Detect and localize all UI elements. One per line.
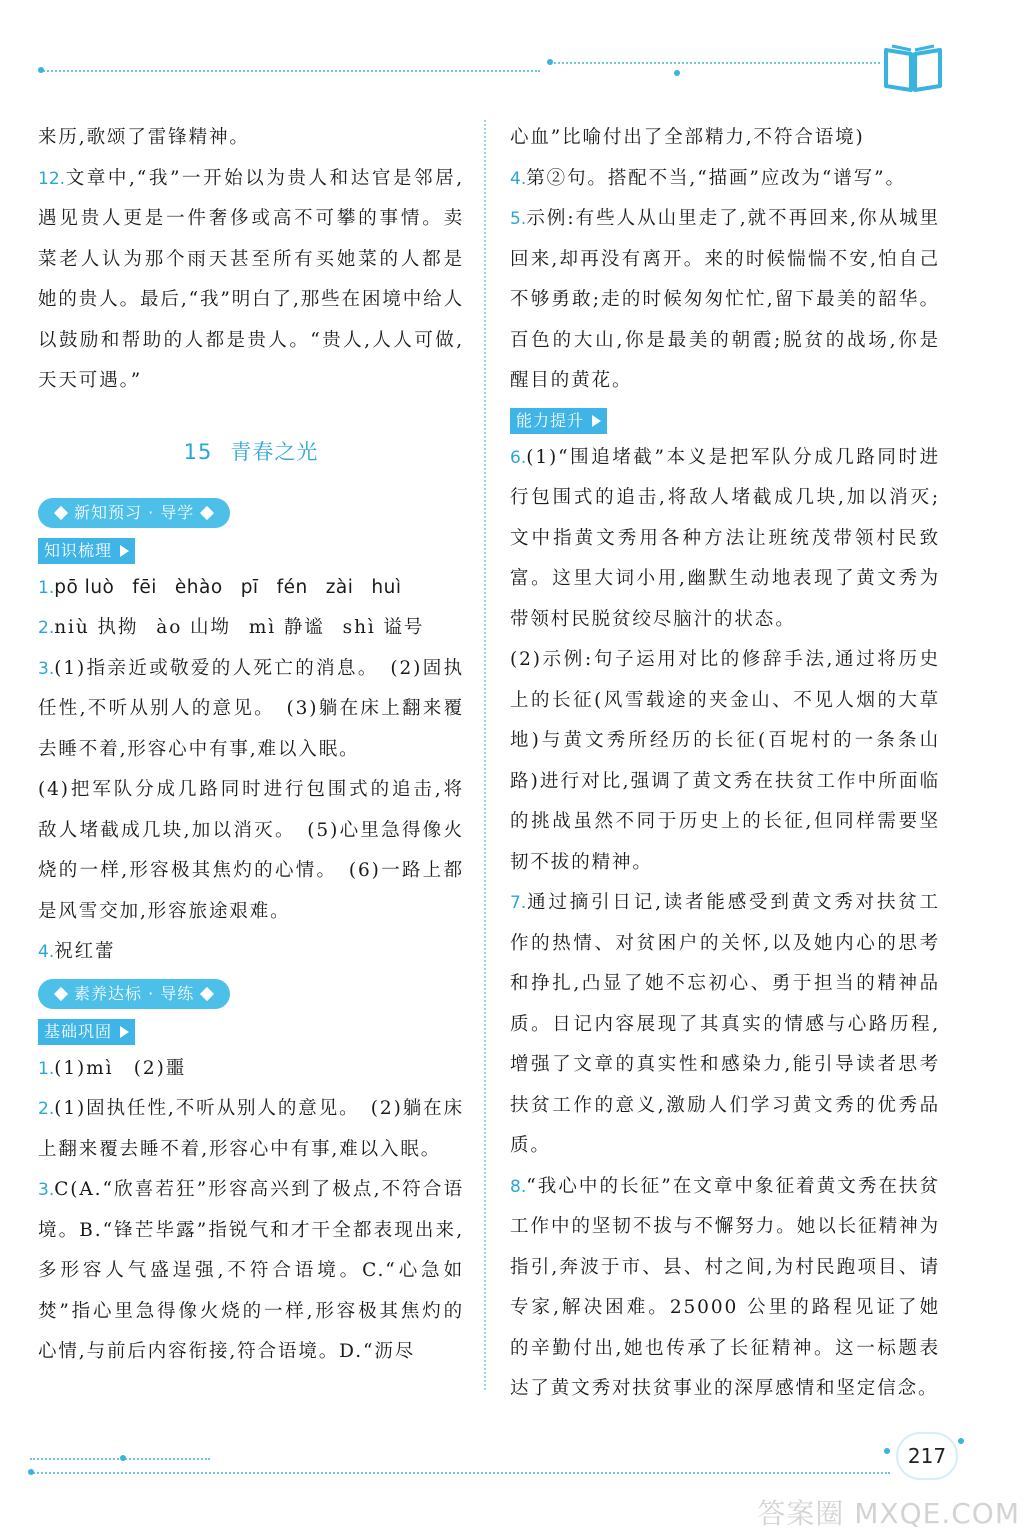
answer-a3-cont: (4)把军队分成几路同时进行包围式的追击,将敌人堵截成几块,加以消灭。 (5)心里急得像火烧的一样,形容极其焦灼的心情。 (6)一路上都是风雪交加,形容旅途艰难。	[38, 779, 464, 922]
paragraph: 来历,歌颂了雷锋精神。	[38, 127, 250, 148]
question-number: 1.	[38, 1058, 55, 1079]
right-column	[510, 118, 940, 1410]
header-dotted-line	[40, 70, 540, 72]
diamond-icon	[54, 505, 68, 519]
footer-dot	[884, 1448, 890, 1454]
tag-label: 能力提升	[516, 410, 585, 430]
header-dot	[674, 70, 680, 76]
column-divider	[484, 120, 486, 1390]
question-number: 12.	[38, 168, 66, 189]
word: ào 山坳	[156, 617, 231, 638]
header-dotted-line-right	[550, 62, 880, 64]
answer-text: (1)固执任性,不听从别人的意见。 (2)躺在床上翻来覆去睡不着,形容心中有事,难以入眠。	[38, 1098, 464, 1160]
answer-b1	[38, 1049, 464, 1090]
question-number: 8.	[510, 1176, 527, 1197]
question-number: 4.	[510, 168, 527, 189]
section-pill-preview	[38, 498, 230, 528]
answer-text: C(A.“欣喜若狂”形容高兴到了极点,不符合语境。B.“锋芒毕露”指锐气和才干全都表现出来,多形容人气盛逞强,不符合语境。C.“心急如焚”指心里急得像火烧的一样,形容极其焦灼的心情,与前后内容衔接,符合语境。D.“沥尽	[38, 1179, 464, 1362]
book-icon	[882, 40, 944, 92]
answer-text: (1)mì (2)噩	[54, 1057, 187, 1079]
answer-a4	[38, 932, 464, 973]
diamond-icon	[54, 986, 68, 1000]
answer-b5	[510, 199, 940, 402]
pinyin: pī	[240, 576, 259, 598]
pinyin: pō luò	[54, 576, 115, 598]
answer-text: 通过摘引日记,读者能感受到黄文秀对扶贫工作的热情、对贫困户的关怀,以及她内心的思考和挣扎,凸显了她不忘初心、勇于担当的精神品质。日记内容展现了其真实的情感与心路历程,增强了文章的真实性和感染力,能引导读者思考扶贫工作的意义,激励人们学习黄文秀的优秀品质。	[510, 892, 940, 1156]
answer-text: 文章中,“我”一开始以为贵人和达官是邻居,遇见贵人更是一件奢侈或高不可攀的事情。卖菜老人认为那个雨天甚至所有买她菜的人都是她的贵人。最后,“我”明白了,那些在困境中给人以鼓励和帮助的人都是贵人。“贵人,人人可做,天天可遇。”	[38, 167, 464, 391]
diamond-icon	[200, 505, 214, 519]
play-arrow-icon	[120, 545, 129, 557]
footer-dot	[120, 1455, 126, 1461]
chapter-title	[38, 432, 464, 472]
play-arrow-icon	[592, 415, 601, 427]
word: niù 执拗	[54, 617, 139, 638]
question-number: 2.	[38, 1099, 55, 1119]
answer-b4	[510, 159, 940, 200]
footer-dot	[28, 1469, 34, 1475]
chapter-name: 青春之光	[230, 439, 319, 464]
pinyin: fēi	[132, 576, 157, 598]
answer-a1	[38, 568, 464, 609]
answer-b3	[38, 1170, 464, 1373]
left-column	[38, 118, 464, 1373]
question-number: 6.	[510, 447, 527, 468]
header-dot	[547, 59, 553, 65]
word: mì 静谧	[248, 617, 325, 638]
chapter-number: 15	[183, 439, 213, 464]
question-number: 3.	[38, 658, 55, 679]
question-number: 1.	[38, 577, 55, 598]
pinyin: fén	[276, 576, 308, 598]
tag-label: 基础巩固	[44, 1021, 113, 1041]
answer-b6	[510, 438, 940, 641]
section-pill-practice	[38, 979, 230, 1009]
question-number: 4.	[38, 942, 55, 962]
pill-label: 新知预习 · 导学	[74, 502, 195, 522]
pinyin: èhào	[174, 576, 223, 598]
question-number: 5.	[510, 209, 527, 229]
answer-text: (1)指亲近或敬爱的人死亡的消息。 (2)固执任性,不听从别人的意见。 (3)躺在床上翻来覆去睡不着,形容心中有事,难以入眠。	[38, 657, 464, 760]
word: shì 谥号	[342, 617, 425, 638]
pinyin: zài	[325, 576, 354, 598]
play-arrow-icon	[120, 1026, 129, 1038]
footer-dotted-line	[30, 1472, 890, 1474]
footer-dot	[958, 1438, 964, 1444]
header-dot	[38, 67, 44, 73]
pinyin: huì	[371, 576, 402, 598]
question-number: 7.	[510, 893, 527, 913]
answer-b7	[510, 883, 940, 1167]
tag-label: 知识梳理	[44, 540, 113, 560]
answer-text: 祝红蕾	[54, 941, 116, 962]
answer-text: 第②句。搭配不当,“描画”应改为“谱写”。	[526, 167, 906, 189]
answer-text: (1)“围追堵截”本义是把军队分成几路同时进行包围式的追击,将敌人堵截成几块,加以消灭;文中指黄文秀用各种方法让班统茂带领村民致富。这里大词小用,幽默生动地表现了黄文秀为带领村民脱贫绞尽脑汁的状态。	[510, 446, 940, 630]
answer-b2	[38, 1089, 464, 1170]
answer-12	[38, 159, 464, 402]
answer-text: “我心中的长征”在文章中象征着黄文秀在扶贫工作中的坚韧不拔与不懈努力。她以长征精神为指引,奔波于市、县、村之间,为村民跑项目、请专家,解决困难。25000 公里的路程见证了她的辛勤付出,她也传承了长征精神。这一标题表达了黄文秀对扶贫事业的深厚感情和坚定信念。	[510, 1175, 940, 1399]
answer-text: 示例:有些人从山里走了,就不再回来,你从城里回来,却再没有离开。来的时候惴惴不安,怕自己不够勇敢;走的时候匆匆忙忙,留下最美的韶华。百色的大山,你是最美的朝霞;脱贫的战场,你是醒目的黄花。	[510, 208, 940, 391]
section-tag-knowledge	[38, 538, 135, 564]
section-tag-ability	[510, 408, 607, 434]
question-number: 2.	[38, 618, 55, 638]
pill-label: 素养达标 · 导练	[74, 983, 195, 1003]
watermark: 答案圈 MXQE.COM	[757, 1497, 1020, 1530]
answer-b6-cont: (2)示例:句子运用对比的修辞手法,通过将历史上的长征(风雪载途的夹金山、不见人烟的大草地)与黄文秀所经历的长征(百坭村的一条条山路)进行对比,强调了黄文秀在扶贫工作中所面临的挑战虽然不同于历史上的长征,但同样需要坚韧不拔的精神。	[510, 649, 940, 873]
answer-b8	[510, 1167, 940, 1410]
diamond-icon	[200, 986, 214, 1000]
paragraph: 心血”比喻付出了全部精力,不符合语境)	[510, 127, 865, 148]
page-number: 217	[896, 1432, 958, 1480]
section-tag-basic	[38, 1019, 135, 1045]
answer-a2	[38, 608, 464, 649]
question-number: 3.	[38, 1180, 55, 1200]
answer-a3	[38, 649, 464, 771]
